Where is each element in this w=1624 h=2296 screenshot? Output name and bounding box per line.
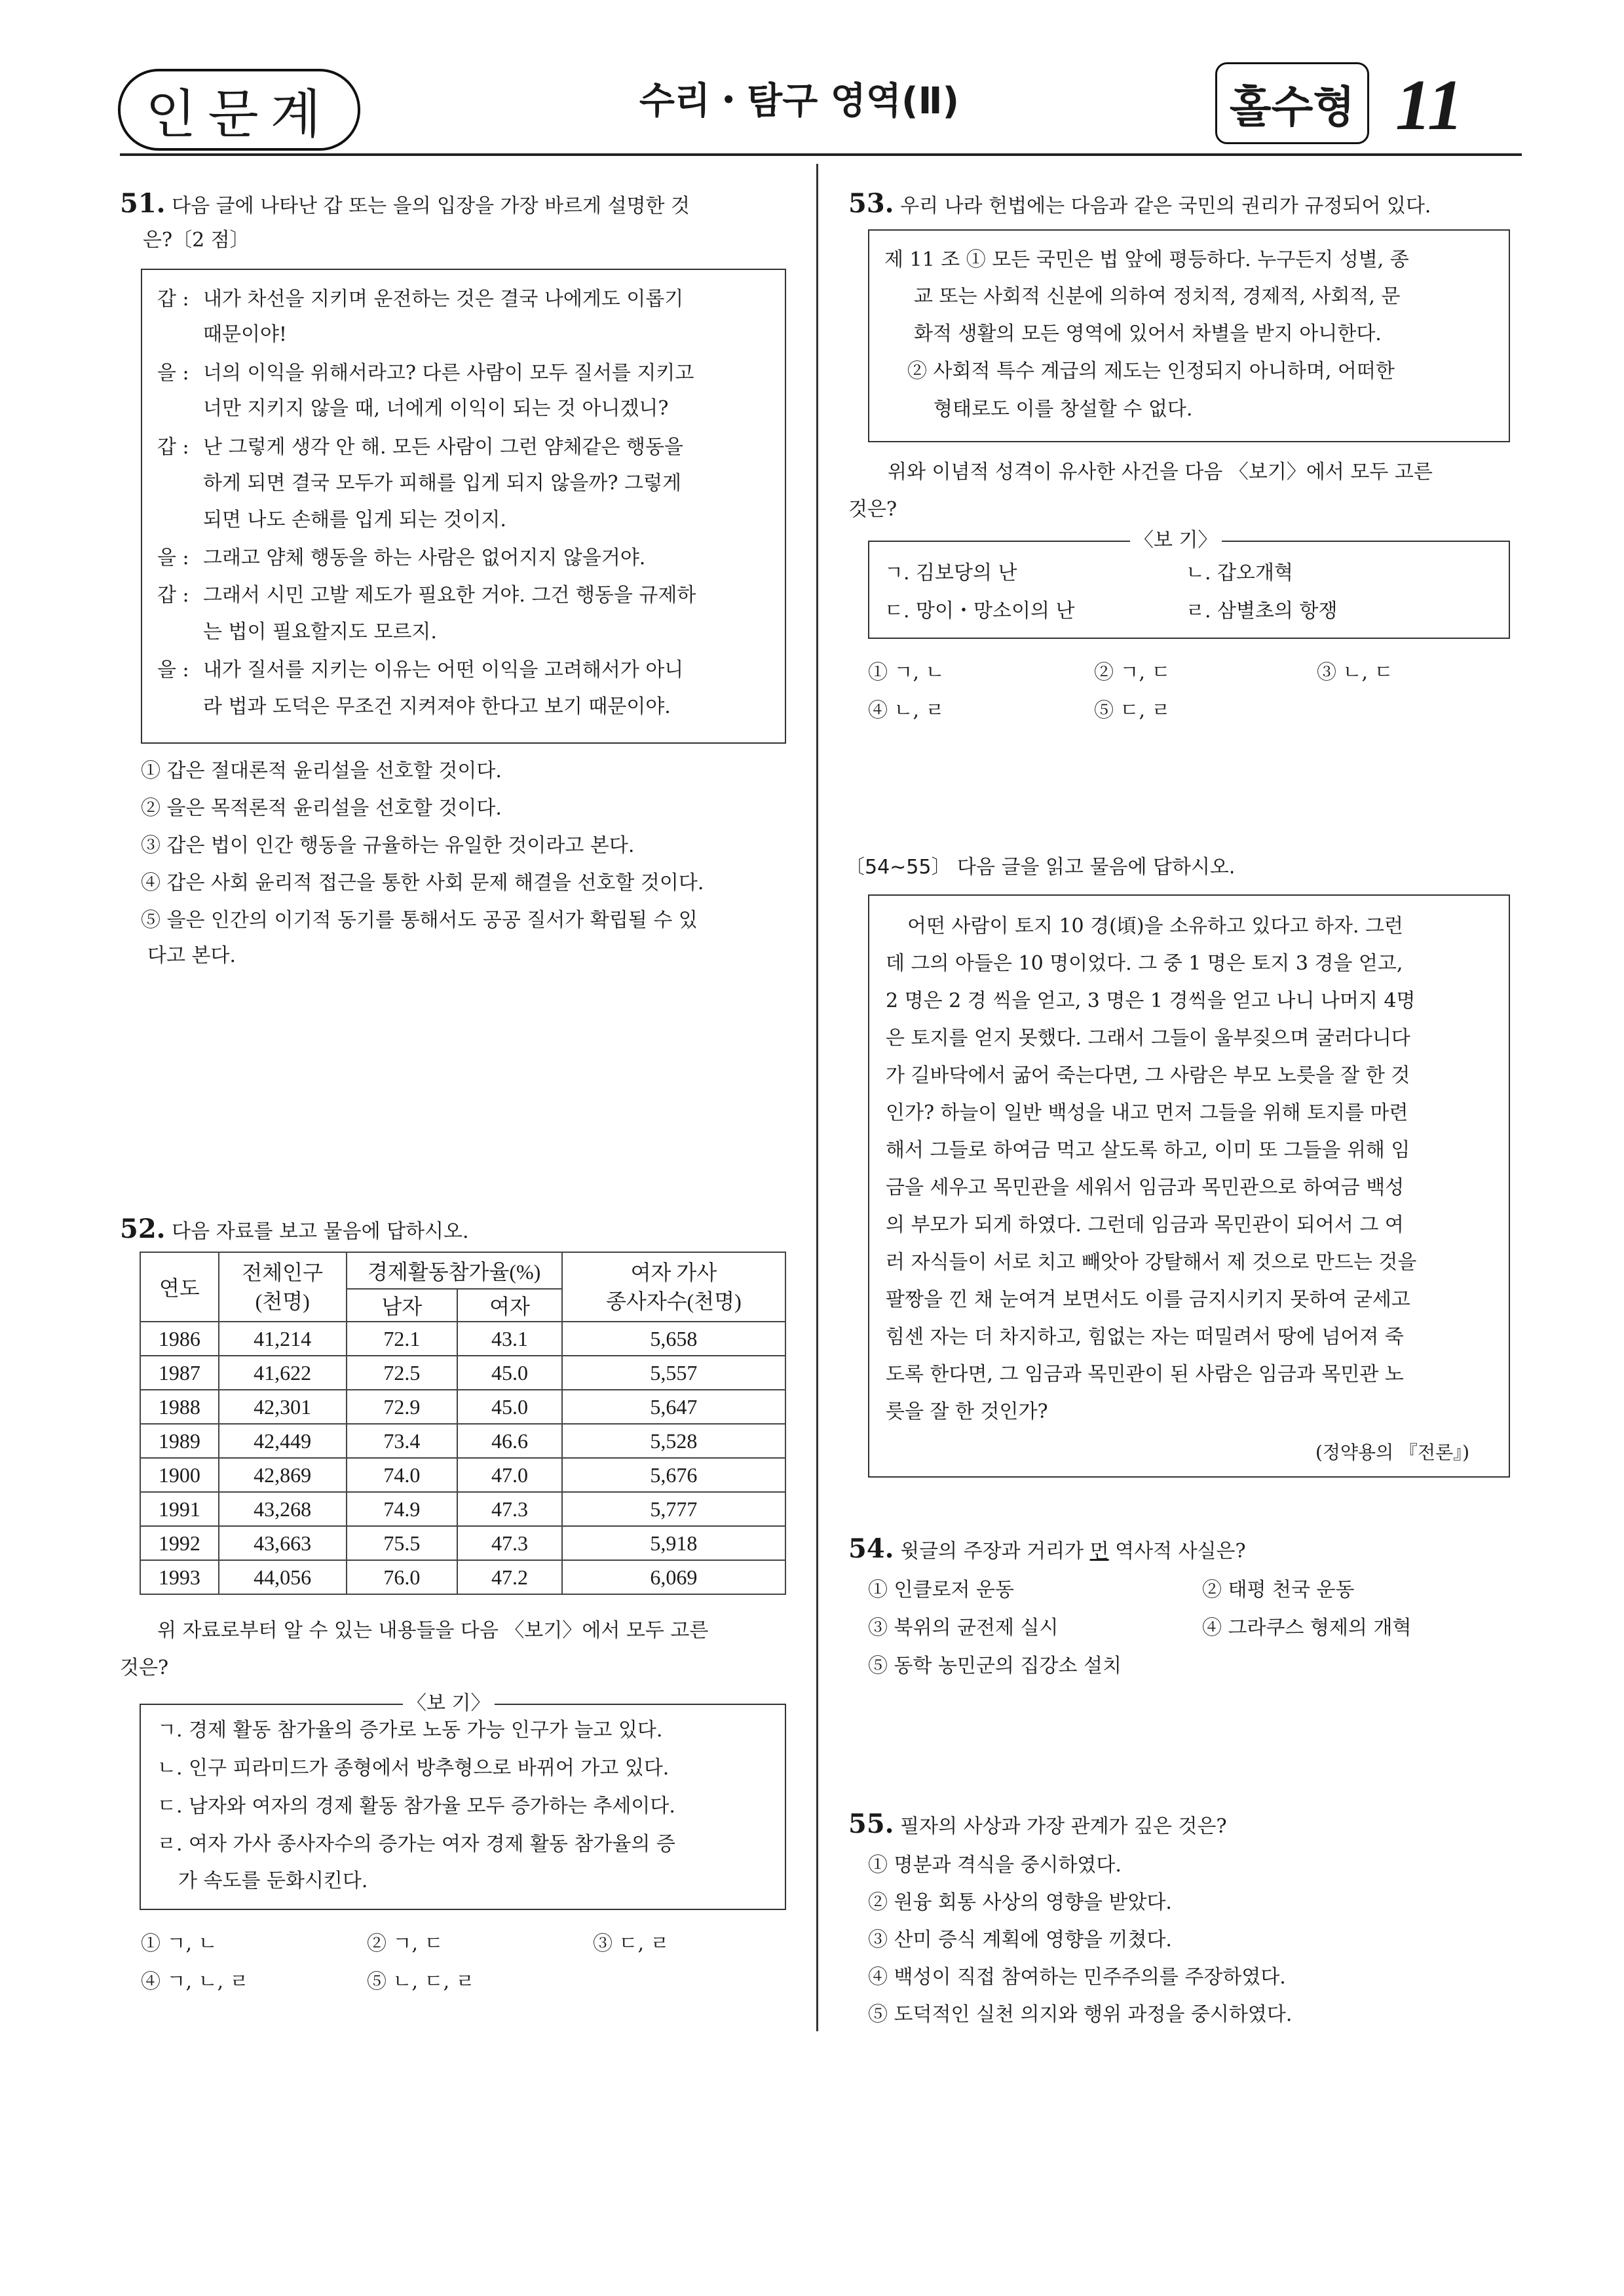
table-row: 1993 44,056 76.0 47.2 6,069 [140, 1560, 785, 1594]
bogi-item: ㄱ. 경제 활동 참가율의 증가로 노동 가능 인구가 늘고 있다. [157, 1719, 663, 1742]
dialogue-line: 갑 : 내가 차선을 지키며 운전하는 것은 결국 나에게도 이롭기 [157, 288, 684, 311]
dialogue-line: 갑 : 그래서 시민 고발 제도가 필요한 거야. 그건 행동을 규제하 [157, 584, 696, 607]
passage-line: 인가? 하늘이 일반 백성을 내고 먼저 그들을 위해 토지를 마련 [886, 1101, 1408, 1124]
question-stem: 다음 글에 나타난 갑 또는 을의 입장을 가장 바르게 설명한 것 [172, 195, 690, 218]
table-row: 1992 43,663 75.5 47.3 5,918 [140, 1526, 785, 1560]
col-header-male: 남자 [347, 1289, 458, 1322]
passage-line: 팔짱을 낀 채 눈여겨 보면서도 이를 금지시키지 못하여 굳세고 [886, 1288, 1410, 1311]
table-row: 1986 41,214 72.1 43.1 5,658 [140, 1322, 785, 1356]
passage-line: 가 길바닥에서 굶어 죽는다면, 그 사람은 부모 노릇을 잘 한 것 [886, 1064, 1410, 1087]
question-55 [848, 1805, 1227, 1846]
law-line: 형태로도 이를 창설할 수 없다. [934, 398, 1193, 421]
passage-line: 힘센 자는 더 차지하고, 힘없는 자는 떠밀려서 땅에 넘어져 죽 [886, 1326, 1404, 1349]
bogi-item: ㄴ. 인구 피라미드가 종형에서 방추형으로 바뀌어 가고 있다. [157, 1757, 670, 1780]
question-number: 54. [848, 1533, 894, 1564]
col-header-participation: 경제활동참가율(%) [347, 1252, 562, 1289]
answer-option-1[interactable]: ① 명분과 격식을 중시하였다. [868, 1854, 1122, 1877]
answer-option-3[interactable]: ③ 산미 증식 계획에 영향을 끼쳤다. [868, 1928, 1172, 1951]
passage-line: 의 부모가 되게 하였다. 그런데 임금과 목민관이 되어서 그 여 [886, 1214, 1404, 1236]
law-line: 제 11 조 ① 모든 국민은 법 앞에 평등하다. 누구든지 성별, 종 [884, 248, 1409, 271]
table-row: 1988 42,301 72.9 45.0 5,647 [140, 1390, 785, 1424]
column-divider [816, 164, 818, 2031]
passage-line: 데 그의 아들은 10 명이었다. 그 중 1 명은 토지 3 경을 얻고, [886, 952, 1403, 975]
question-number: 55. [848, 1808, 894, 1839]
question-54: 54. 윗글의 주장과 거리가 먼 역사적 사실은? [848, 1533, 1246, 1564]
passage-line: 금을 세우고 목민관을 세워서 임금과 목민관으로 하여금 백성 [886, 1176, 1405, 1199]
question-number: 51. [120, 188, 166, 219]
table-row: 1989 42,449 73.4 46.6 5,528 [140, 1424, 785, 1458]
col-header-population: 전체인구 (천명) [219, 1252, 347, 1322]
answer-option-1[interactable]: ① ㄱ, ㄴ [141, 1932, 217, 1955]
passage-line: 릇을 잘 한 것인가? [886, 1400, 1048, 1423]
question-followup: 위와 이념적 성격이 유사한 사건을 다음 〈보기〉에서 모두 고른 [888, 461, 1433, 484]
population-table [140, 1252, 786, 1595]
question-stem: 필자의 사상과 가장 관계가 깊은 것은? [900, 1815, 1227, 1838]
answer-option-4[interactable]: ④ ㄱ, ㄴ, ㄹ [141, 1970, 249, 1993]
answer-option-2[interactable]: ② ㄱ, ㄷ [367, 1932, 444, 1955]
question-stem-cont: 은?〔2 점〕 [143, 229, 250, 252]
answer-option-3[interactable]: ③ 북위의 균전제 실시 [868, 1617, 1059, 1639]
question-number: 52. [120, 1214, 166, 1244]
bogi-item: ㄷ. 망이・망소이의 난 [884, 600, 1075, 622]
answer-option-3[interactable]: ③ 갑은 법이 인간 행동을 규율하는 유일한 것이라고 본다. [141, 834, 635, 857]
subject-badge: 인문계 [118, 69, 360, 151]
passage-line: 러 자식들이 서로 치고 빼앗아 강탈해서 제 것으로 만드는 것을 [886, 1251, 1417, 1274]
law-line: 화적 생활의 모든 영역에 있어서 차별을 받지 아니한다. [914, 322, 1382, 345]
question-followup-cont: 것은? [848, 498, 897, 521]
dialogue-line: 는 법이 필요할지도 모르지. [203, 621, 437, 643]
passage-line: 어떤 사람이 토지 10 경(頃)을 소유하고 있다고 하자. 그런 [907, 915, 1404, 938]
table-row: 1991 43,268 74.9 47.3 5,777 [140, 1492, 785, 1526]
question-stem: 우리 나라 헌법에는 다음과 같은 국민의 권리가 규정되어 있다. [900, 195, 1431, 218]
passage-intro: 〔54∼55〕 다음 글을 읽고 물음에 답하시오. [845, 856, 1236, 879]
dialogue-line: 을 : 그래고 얌체 행동을 하는 사람은 없어지지 않을거야. [157, 546, 646, 569]
passage-line: 해서 그들로 하여금 먹고 살도록 하고, 이미 또 그들을 위해 임 [886, 1139, 1410, 1162]
bogi-label: 〈보 기〉 [1130, 529, 1222, 552]
question-52 [120, 1210, 469, 1251]
answer-option-2[interactable]: ② 태평 천국 운동 [1202, 1578, 1355, 1601]
question-53 [848, 185, 1431, 225]
exam-type-badge: 홀수형 [1215, 62, 1369, 144]
passage-line: 도록 한다면, 그 임금과 목민관이 된 사람은 임금과 목민관 노 [886, 1363, 1404, 1386]
question-followup: 위 자료로부터 알 수 있는 내용들을 다음 〈보기〉에서 모두 고른 [157, 1619, 709, 1642]
dialogue-line: 너만 지키지 않을 때, 너에게 이익이 되는 것 아니겠니? [203, 397, 669, 420]
answer-option-2[interactable]: ② 을은 목적론적 윤리설을 선호할 것이다. [141, 797, 502, 820]
question-51 [120, 185, 795, 259]
answer-option-5[interactable]: ⑤ ㄷ, ㄹ [1094, 699, 1171, 722]
answer-option-2[interactable]: ② ㄱ, ㄷ [1094, 661, 1171, 684]
answer-option-4[interactable]: ④ 그라쿠스 형제의 개혁 [1202, 1617, 1412, 1639]
dialogue-line: 되면 나도 손해를 입게 되는 것이지. [203, 508, 506, 531]
answer-option-1[interactable]: ① 갑은 절대론적 윤리설을 선호할 것이다. [141, 759, 502, 782]
table-row: 1987 41,622 72.5 45.0 5,557 [140, 1356, 785, 1390]
passage-line: 은 토지를 얻지 못했다. 그래서 그들이 울부짖으며 굴러다니다 [886, 1027, 1410, 1050]
answer-option-2[interactable]: ② 원융 회통 사상의 영향을 받았다. [868, 1891, 1172, 1914]
bogi-item: ㄴ. 갑오개혁 [1186, 562, 1293, 584]
answer-option-5[interactable]: ⑤ 을은 인간의 이기적 동기를 통해서도 공공 질서가 확립될 수 있 [141, 909, 698, 932]
answer-option-5[interactable]: ⑤ ㄴ, ㄷ, ㄹ [367, 1970, 475, 1993]
page-number: 11 [1395, 65, 1463, 145]
dialogue-line: 을 : 너의 이익을 위해서라고? 다른 사람이 모두 질서를 지키고 [157, 362, 694, 385]
col-header-female: 여자 [457, 1289, 562, 1322]
bogi-item: ㄷ. 남자와 여자의 경제 활동 참가율 모두 증가하는 추세이다. [157, 1795, 675, 1818]
passage-source: (정약용의 『전론』) [1315, 1442, 1470, 1463]
passage-line: 2 명은 2 경 씩을 얻고, 3 명은 1 경씩을 얻고 나니 나머지 4명 [886, 989, 1416, 1012]
bogi-label: 〈보 기〉 [403, 1693, 495, 1715]
answer-option-5-cont: 다고 본다. [147, 944, 236, 967]
dialogue-line: 갑 : 난 그렇게 생각 안 해. 모든 사람이 그런 얌체같은 행동을 [157, 436, 683, 459]
answer-option-4[interactable]: ④ 백성이 직접 참여하는 민주주의를 주장하였다. [868, 1966, 1286, 1989]
col-header-year: 연도 [140, 1252, 219, 1322]
emphasis-word: 먼 [1089, 1540, 1109, 1563]
answer-option-3[interactable]: ③ ㄷ, ㄹ [593, 1932, 670, 1955]
bogi-item: ㄹ. 여자 가사 종사자수의 증가는 여자 경제 활동 참가율의 증 [157, 1833, 675, 1856]
law-line: 교 또는 사회적 신분에 의하여 정치적, 경제적, 사회적, 문 [914, 285, 1401, 308]
bogi-item: ㄱ. 김보당의 난 [884, 562, 1017, 584]
law-line: ② 사회적 특수 계급의 제도는 인정되지 아니하며, 어떠한 [907, 360, 1395, 383]
dialogue-line: 을 : 내가 질서를 지키는 이유는 어떤 이익을 고려해서가 아니 [157, 659, 684, 681]
bogi-item-cont: 가 속도를 둔화시킨다. [178, 1869, 368, 1892]
dialogue-line: 하게 되면 결국 모두가 피해를 입게 되지 않을까? 그렇게 [203, 472, 681, 495]
answer-option-4[interactable]: ④ 갑은 사회 윤리적 접근을 통한 사회 문제 해결을 선호할 것이다. [141, 871, 704, 894]
dialogue-line: 때문이야! [203, 323, 287, 346]
question-stem: 다음 자료를 보고 물음에 답하시오. [172, 1220, 469, 1243]
answer-option-1[interactable]: ① 인클로저 운동 [868, 1578, 1014, 1601]
table-row: 1900 42,869 74.0 47.0 5,676 [140, 1458, 785, 1492]
question-number: 53. [848, 188, 894, 219]
answer-option-5[interactable]: ⑤ 동학 농민군의 집강소 설치 [868, 1655, 1122, 1677]
answer-option-4[interactable]: ④ ㄴ, ㄹ [868, 699, 945, 722]
dialogue-line: 라 법과 도덕은 무조건 지켜져야 한다고 보기 때문이야. [203, 695, 671, 718]
answer-option-5[interactable]: ⑤ 도덕적인 실천 의지와 행위 과정을 중시하였다. [868, 2003, 1293, 2026]
answer-option-3[interactable]: ③ ㄴ, ㄷ [1317, 661, 1393, 684]
col-header-housework: 여자 가사 종사자수(천명) [562, 1252, 785, 1322]
bogi-item: ㄹ. 삼별초의 항쟁 [1186, 600, 1338, 622]
answer-option-1[interactable]: ① ㄱ, ㄴ [868, 661, 945, 684]
exam-title: 수리・탐구 영역(Ⅱ) [639, 80, 960, 123]
header-rule [120, 153, 1522, 156]
question-followup-cont: 것은? [120, 1656, 169, 1679]
